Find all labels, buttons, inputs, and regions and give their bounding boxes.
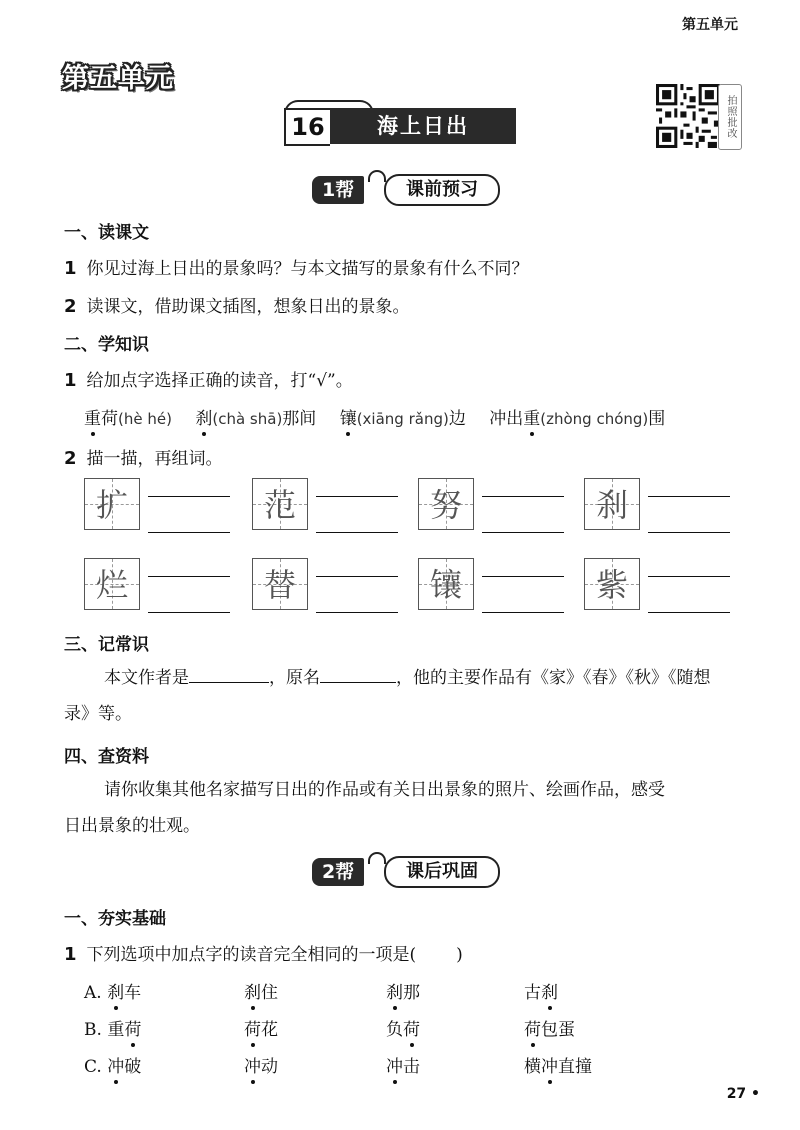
answer-line[interactable] — [482, 612, 564, 613]
dotted-char: 冲 — [107, 1052, 124, 1077]
tracing-cell[interactable] — [84, 478, 140, 530]
trace-char: 扩 — [95, 486, 128, 524]
trace-char: 替 — [263, 566, 296, 604]
text-line: 请你收集其他名家描写日出的作品或有关日出景象的照片、绘画作品，感受 — [104, 780, 665, 800]
option-word — [244, 1052, 278, 1077]
option-word — [524, 1052, 592, 1077]
option-row-a[interactable] — [84, 978, 141, 1003]
text-segment: ，他的主要作品有《家》《春》《秋》《随想 — [396, 668, 711, 688]
heading-learn-knowledge: 二、学知识 — [64, 335, 149, 355]
lesson-number: 16 — [284, 108, 330, 146]
text-line: 日出景象的壮观。 — [64, 816, 200, 836]
word-rest: 边 — [448, 409, 466, 429]
page-number: 27 • — [726, 1086, 760, 1102]
heading-solid-basics: 一、夯实基础 — [64, 909, 166, 929]
answer-line[interactable] — [482, 532, 564, 533]
tracing-cell[interactable] — [252, 478, 308, 530]
word-prefix: 古 — [524, 983, 541, 1003]
answer-line[interactable] — [316, 612, 398, 613]
unit-title: 第五单元 — [62, 63, 174, 94]
answer-line[interactable] — [648, 532, 730, 533]
dotted-char: 荷 — [524, 1015, 541, 1040]
unit-corner-label: 第五单元 — [682, 17, 738, 33]
question-text: 读课文，借助课文插图，想象日出的景象。 — [86, 297, 410, 317]
pinyin-item[interactable] — [489, 409, 665, 429]
answer-line[interactable] — [648, 612, 730, 613]
trace-char: 刹 — [595, 486, 628, 524]
question-number: 2 — [64, 296, 77, 317]
answer-line[interactable] — [316, 576, 398, 577]
text-segment: ，原名 — [269, 668, 320, 688]
pinyin-options: (xiāng rǎng) — [356, 410, 449, 428]
question-text: 描一描，再组词。 — [86, 449, 223, 469]
dotted-char: 荷 — [403, 1015, 420, 1040]
question-number: 1 — [64, 370, 77, 391]
question-2-1 — [64, 366, 353, 391]
option-label: A. — [84, 983, 102, 1003]
word-prefix: 重 — [107, 1020, 125, 1040]
question-number: 1 — [64, 944, 77, 965]
question-5-1 — [64, 940, 463, 965]
question-2-2 — [64, 444, 223, 469]
section-header-review — [312, 856, 502, 888]
text-segment: 本文作者是 — [104, 668, 189, 688]
section-header-preview — [312, 174, 502, 206]
text-segment: 录》等。 — [64, 704, 132, 724]
answer-line[interactable] — [148, 532, 230, 533]
word-rest: 那间 — [282, 409, 317, 429]
qr-side-label: 拍照批改 — [718, 84, 742, 150]
trace-char: 范 — [263, 486, 296, 524]
trace-char: 烂 — [95, 566, 128, 604]
pinyin-options: (chà shā) — [212, 410, 283, 428]
option-word — [244, 1015, 278, 1040]
option-row-b[interactable] — [84, 1015, 141, 1040]
word-rest: 破 — [124, 1057, 142, 1077]
answer-line[interactable] — [482, 496, 564, 497]
answer-line[interactable] — [148, 576, 230, 577]
question-text: 你见过海上日出的景象吗？与本文描写的景象有什么不同？ — [86, 259, 529, 279]
original-name-blank[interactable] — [320, 664, 396, 683]
author-blank[interactable] — [189, 664, 269, 683]
section-number: 1帮 — [312, 176, 364, 204]
pinyin-options: (hè hé) — [118, 410, 172, 428]
heading-read-text: 一、读课文 — [64, 223, 149, 243]
option-word — [386, 978, 420, 1003]
heading-common-knowledge: 三、记常识 — [64, 635, 149, 655]
dotted-char: 荷 — [244, 1015, 261, 1040]
paren-close: ) — [456, 945, 463, 965]
tracing-cell[interactable] — [418, 478, 474, 530]
dotted-char: 刹 — [244, 978, 261, 1003]
pinyin-item[interactable] — [340, 409, 466, 429]
question-number: 2 — [64, 448, 77, 469]
question-number: 1 — [64, 258, 77, 279]
question-1-2 — [64, 292, 410, 317]
pinyin-item[interactable] — [195, 409, 316, 429]
option-word — [386, 1015, 420, 1040]
question-1-1 — [64, 254, 529, 279]
dotted-char: 重 — [523, 404, 540, 429]
lesson-title: 海上日出 — [330, 108, 516, 144]
pinyin-choice-row — [84, 404, 683, 429]
option-label: B. — [84, 1020, 102, 1040]
option-word — [386, 1052, 420, 1077]
answer-line[interactable] — [482, 576, 564, 577]
section-name: 课前预习 — [384, 174, 500, 206]
pill-hook-decoration — [368, 852, 386, 864]
heading-research: 四、查资料 — [64, 747, 149, 767]
common-knowledge-paragraph — [64, 660, 754, 732]
word-rest: 围 — [648, 409, 666, 429]
answer-line[interactable] — [316, 496, 398, 497]
word-prefix: 冲出 — [489, 409, 524, 429]
dotted-char: 冲 — [541, 1052, 558, 1077]
word-prefix: 横 — [524, 1057, 541, 1077]
answer-line[interactable] — [148, 496, 230, 497]
word-rest: 动 — [261, 1057, 278, 1077]
answer-line[interactable] — [316, 532, 398, 533]
dotted-char: 刹 — [386, 978, 403, 1003]
dotted-char: 冲 — [386, 1052, 403, 1077]
section-name: 课后巩固 — [384, 856, 500, 888]
tracing-cell[interactable] — [584, 478, 640, 530]
word-rest: 直撞 — [558, 1057, 592, 1077]
option-word — [524, 1015, 575, 1040]
word-rest: 车 — [124, 983, 142, 1003]
research-paragraph — [64, 772, 754, 844]
tracing-cell[interactable] — [252, 558, 308, 610]
tracing-cell[interactable] — [418, 558, 474, 610]
word-rest: 花 — [261, 1020, 278, 1040]
answer-line[interactable] — [148, 612, 230, 613]
trace-char: 紫 — [595, 566, 628, 604]
word-prefix: 负 — [386, 1020, 403, 1040]
option-row-c[interactable] — [84, 1052, 141, 1077]
question-text: 给加点字选择正确的读音，打“√”。 — [86, 371, 353, 391]
option-word — [244, 978, 278, 1003]
dotted-char: 刹 — [541, 978, 558, 1003]
dotted-char: 刹 — [195, 404, 212, 429]
qr-code-icon[interactable] — [656, 84, 720, 148]
dotted-char: 冲 — [244, 1052, 261, 1077]
tracing-cell[interactable] — [84, 558, 140, 610]
option-word — [524, 978, 558, 1003]
pinyin-options: (zhòng chóng) — [540, 410, 649, 428]
trace-char: 努 — [429, 486, 462, 524]
section-number: 2帮 — [312, 858, 364, 886]
dotted-char: 镶 — [340, 404, 357, 429]
dotted-char: 重 — [84, 404, 101, 429]
tracing-cell[interactable] — [584, 558, 640, 610]
question-text: 下列选项中加点字的读音完全相同的一项是( — [86, 945, 417, 965]
answer-line[interactable] — [648, 496, 730, 497]
word-rest: 住 — [261, 983, 278, 1003]
word-rest: 击 — [403, 1057, 420, 1077]
page-number-text: 27 — [726, 1086, 747, 1102]
pinyin-item[interactable] — [84, 409, 172, 429]
answer-line[interactable] — [648, 576, 730, 577]
trace-char: 镶 — [429, 566, 462, 604]
pill-hook-decoration — [368, 170, 386, 182]
dotted-char: 荷 — [124, 1015, 141, 1040]
qr-code-block[interactable] — [656, 84, 744, 150]
word-rest: 那 — [403, 983, 420, 1003]
word-rest: 包蛋 — [541, 1020, 575, 1040]
option-label: C. — [84, 1057, 102, 1077]
word-rest: 荷 — [101, 409, 118, 429]
dotted-char: 刹 — [107, 978, 124, 1003]
lesson-banner — [282, 98, 518, 144]
